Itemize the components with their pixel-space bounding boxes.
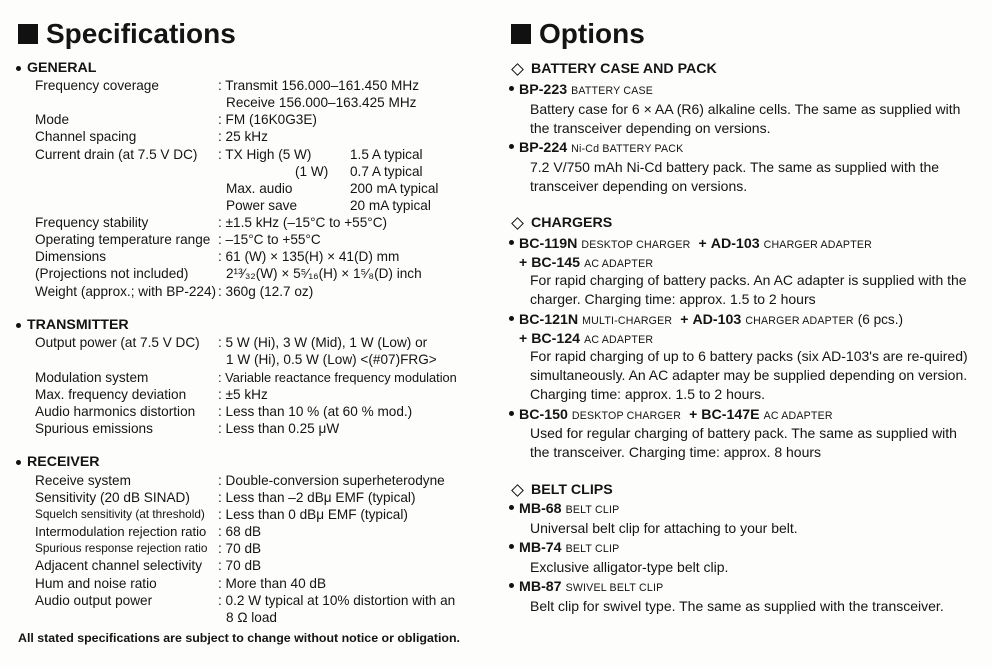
model-name: MB-74 [519,540,562,556]
spec-value: : FM (16K0G3E) [218,112,317,127]
spec-label: Weight (approx.; with BP-224) [35,284,217,299]
bullet-icon [509,583,514,588]
option-desc: Battery case for 6 × AA (R6) alkaline cells. The same as supplied with the transceiver depending on versions. [530,101,961,136]
plus-sign: + [680,311,689,327]
spec-label: Spurious response rejection ratio [35,541,208,555]
spec-value: : Less than 0.25 μW [218,421,340,436]
model-desc: CHARGER ADAPTER [745,315,854,327]
spec-label: Operating temperature range [35,232,211,247]
bullet-icon [16,323,21,328]
spec-value: Power save [226,198,298,213]
bullet-icon [509,316,514,321]
model-name: BC-119N [519,236,578,252]
general-heading: GENERAL [16,60,96,77]
spec-value: : 0.2 W typical at 10% distortion with an [218,593,456,608]
option-item-mb68 [509,501,623,519]
model-name: AD-103 [710,236,760,252]
spec-value: Max. audio [226,181,293,196]
model-desc: AC ADAPTER [584,334,654,346]
model-name: BP-223 [519,82,568,98]
bullet-icon [509,544,514,549]
option-desc: Universal belt clip for attaching to your belt. [530,520,798,536]
model-desc: AC ADAPTER [584,258,654,270]
receiver-heading: RECEIVER [16,454,100,471]
spec-value: : Variable reactance frequency modulation [218,370,457,385]
option-desc: 7.2 V/750 mAh Ni-Cd battery pack. The same as supplied with the transceiver depending on versions. [530,159,940,194]
chargers-heading: CHARGERS [510,215,612,232]
square-bullet-icon [18,24,38,44]
model-desc: BELT CLIP [565,543,620,555]
spec-label: (Projections not included) [35,266,189,281]
spec-value: : More than 40 dB [218,576,327,591]
option-item-mb87 [509,579,667,597]
diamond-icon [511,217,524,230]
spec-value: 20 mA typical [350,198,431,213]
plus-sign: + [689,406,698,422]
spec-label: Dimensions [35,249,107,264]
model-name: AD-103 [692,312,742,328]
option-desc: For rapid charging of battery packs. An AC adapter is supplied with the charger. Charging time: approx. 1.5 to 2 hours [530,272,967,307]
spec-label: Current drain (at 7.5 V DC) [35,147,198,162]
spec-value: : TX High (5 W) [218,147,312,162]
bullet-icon [509,86,514,91]
spec-value: : ±5 kHz [218,387,268,402]
option-item-bc119n [509,235,876,254]
option-item-bp224 [509,140,687,158]
spec-label: Frequency coverage [35,78,159,93]
option-desc: Belt clip for swivel type. The same as supplied with the transceiver. [530,598,944,614]
spec-value: : Transmit 156.000–161.450 MHz [218,78,419,93]
plus-sign: + [519,254,528,270]
spec-label: Mode [35,112,70,127]
model-desc: Ni-Cd BATTERY PACK [571,143,684,155]
spec-value: 8 Ω load [226,610,277,625]
bullet-icon [509,411,514,416]
spec-value: : Less than 10 % (at 60 % mod.) [218,404,413,419]
model-name: BC-150 [519,407,568,423]
quantity-note: (6 pcs.) [857,312,904,327]
spec-label: Intermodulation rejection ratio [35,524,207,539]
spec-value: : Less than 0 dBμ EMF (typical) [218,507,408,522]
spec-value: 1 W (Hi), 0.5 W (Low) <(#07)FRG> [226,352,437,367]
spec-value: 1.5 A typical [350,147,423,162]
spec-value: : 70 dB [218,558,262,573]
spec-label: Modulation system [35,370,149,385]
option-item-bc150 [509,406,837,425]
diamond-icon [511,484,524,497]
spec-value: : 61 (W) × 135(H) × 41(D) mm [218,249,400,264]
model-desc: AC ADAPTER [763,410,833,422]
model-desc: CHARGER ADAPTER [763,239,872,251]
model-desc: DESKTOP CHARGER [581,239,691,251]
model-name: MB-68 [519,501,562,517]
spec-label: Sensitivity (20 dB SINAD) [35,490,190,505]
battery-heading: BATTERY CASE AND PACK [510,61,717,78]
option-desc: Exclusive alligator-type belt clip. [530,559,729,575]
model-desc: SWIVEL BELT CLIP [565,582,664,594]
square-bullet-icon [511,24,531,44]
model-desc: DESKTOP CHARGER [571,410,682,422]
model-desc: BELT CLIP [565,504,620,516]
spec-value: : 360g (12.7 oz) [218,284,314,299]
spec-label: Frequency stability [35,215,149,230]
spec-label: Adjacent channel selectivity [35,558,202,573]
model-name: BC-145 [531,255,581,271]
spec-value: : Double-conversion superheterodyne [218,473,445,488]
spec-label: Audio output power [35,593,153,608]
plus-sign: + [519,330,528,346]
spec-label: Output power (at 7.5 V DC) [35,335,200,350]
spec-label: Hum and noise ratio [35,576,157,591]
bullet-icon [509,240,514,245]
spec-value: : 70 dB [218,541,262,556]
options-title: Options [511,17,645,51]
bullet-icon [16,66,21,71]
spec-value: 2¹³⁄₃₂(W) × 5⁵⁄₁₆(H) × 1⁵⁄₈(D) inch [226,266,422,281]
model-name: BC-124 [531,331,581,347]
diamond-icon [511,63,524,76]
spec-value: : 68 dB [218,524,262,539]
spec-label: Spurious emissions [35,421,153,436]
model-name: BP-224 [519,140,568,156]
option-desc: Used for regular charging of battery pack. The same as supplied with the transceiver. Charging time: approx. 8 hours [530,425,957,460]
model-desc: BATTERY CASE [571,85,653,97]
option-item-mb74 [509,540,623,558]
option-item-bc121n [509,311,903,330]
spec-value: 0.7 A typical [350,164,423,179]
spec-label: Max. frequency deviation [35,387,187,402]
bullet-icon [509,505,514,510]
spec-value: (1 W) [295,164,329,179]
spec-value: Receive 156.000–163.425 MHz [226,95,417,110]
belt-clips-heading: BELT CLIPS [510,482,613,499]
model-name: BC-147E [701,407,760,423]
bullet-icon [509,144,514,149]
footnote: All stated specifications are subject to change without notice or obligation. [18,631,460,645]
transmitter-heading: TRANSMITTER [16,317,129,334]
specifications-title: Specifications [18,17,236,51]
bullet-icon [16,460,21,465]
spec-value: : –15°C to +55°C [218,232,321,247]
spec-value: 200 mA typical [350,181,439,196]
model-name: MB-87 [519,579,562,595]
option-item-bp223 [509,82,657,100]
spec-label: Channel spacing [35,129,137,144]
option-desc: For rapid charging of up to 6 battery packs (six AD-103's are re-quired) simultaneously. An AC adapter may be supplied depending on version. Charging time: approx. 1.5 to 2 hours. [530,348,968,402]
model-name: BC-121N [519,312,579,328]
spec-label: Squelch sensitivity (at threshold) [35,507,205,521]
spec-value: : 25 kHz [218,129,268,144]
spec-label: Receive system [35,473,131,488]
model-desc: MULTI-CHARGER [582,315,673,327]
spec-value: : Less than –2 dBμ EMF (typical) [218,490,416,505]
spec-value: : 5 W (Hi), 3 W (Mid), 1 W (Low) or [218,335,428,350]
spec-value: : ±1.5 kHz (–15°C to +55°C) [218,215,388,230]
plus-sign: + [698,235,707,251]
spec-label: Audio harmonics distortion [35,404,196,419]
